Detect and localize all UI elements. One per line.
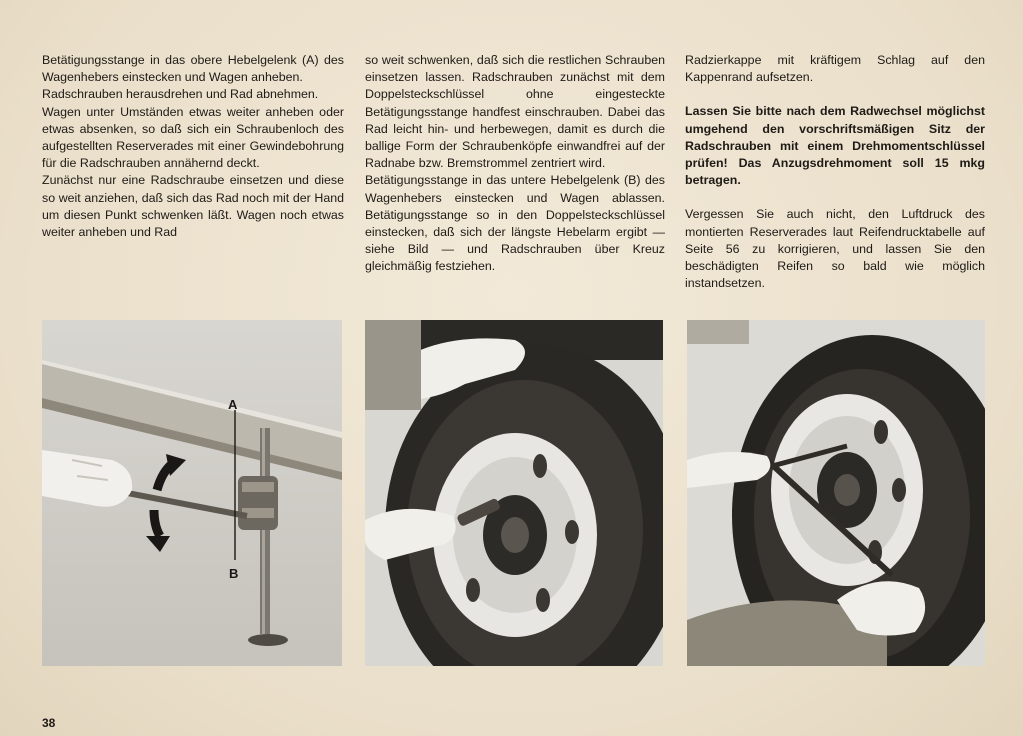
label-a: A (228, 397, 238, 412)
text-column-1 (42, 52, 344, 241)
paragraph: Betätigungsstange in das untere Hebelgelenk (B) des Wagenhebers einstecken und Wagen ablassen. Betätigungsstange so in den Doppelsteckschlüssel einstecken, daß sich der längste Hebelarm ergibt — siehe Bild — und Radschrauben über Kreuz gleichmäßig festziehen. (365, 173, 665, 274)
paragraph: so weit schwenken, daß sich die restlichen Schrauben einsetzen lassen. Radschrauben zunächst mit dem Doppelsteckschlüssel ohne eingesteckte Betätigungsstange handfest einschrauben. Dabei das Rad leicht hin- und herbewegen, damit es durch die ballige Form der Schraubenköpfe einwandfrei auf der Radnabe bzw. Bremstrommel zentriert wird. (365, 53, 665, 171)
paragraph: Wagen unter Umständen etwas weiter anheben oder etwas absenken, so daß sich ein Schraubenloch des aufgestellten Reserverades mit einer Gewindebohrung für die Radschrauben annähernd deckt. (42, 104, 344, 171)
jack-photo (42, 320, 342, 666)
paragraph: Vergessen Sie auch nicht, den Luftdruck des montierten Reserverades laut Reifendrucktabelle auf Seite 56 zu korrigieren, und lassen Sie den beschädigten Reifen so bald wie möglich instandsetzen. (685, 207, 985, 291)
paragraph: Radschrauben herausdrehen und Rad abnehmen. (42, 87, 319, 102)
wheel-photo-lever (687, 320, 985, 666)
paragraph: Betätigungsstange in das obere Hebelgelenk (A) des Wagenhebers einstecken und Wagen anheben. (42, 53, 344, 85)
warning-paragraph: Lassen Sie bitte nach dem Radwechsel möglichst umgehend den vorschriftsmäßigen Sitz der Radschrauben mit einem Drehmomentschlüssel prüfen! Das Anzugsdrehmoment soll 15 mkg betragen. (685, 104, 985, 188)
text-column-2 (365, 52, 665, 276)
paragraph: Radzierkappe mit kräftigem Schlag auf den Kappenrand aufsetzen. (685, 53, 985, 85)
paragraph: Zunächst nur eine Radschraube einsetzen und diese so weit anziehen, daß sich das Rad noch mit der Hand um diesen Punkt schwenken läßt. Wagen noch etwas weiter anheben und Rad (42, 173, 344, 240)
label-b: B (229, 566, 239, 581)
wheel-photo-hand-bolt (365, 320, 663, 666)
text-column-3 (685, 52, 985, 292)
page-number: 38 (42, 716, 56, 730)
